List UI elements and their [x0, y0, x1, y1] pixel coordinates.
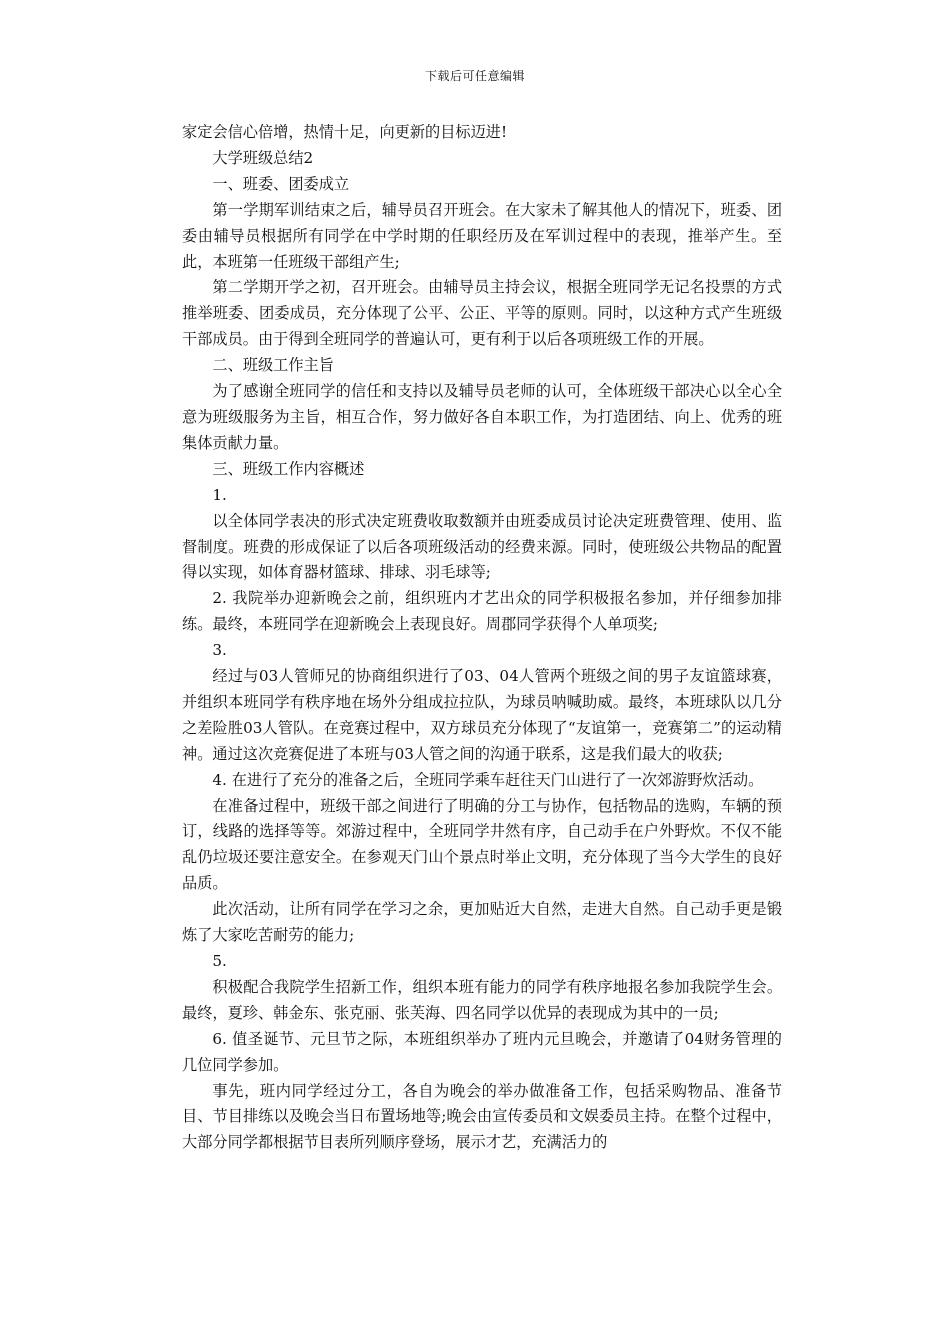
item-number: 3. — [212, 641, 227, 660]
section-title: 大学班级总结2 — [212, 148, 314, 167]
paragraph: 积极配合我院学生招新工作，组织本班有能力的同学有秩序地报名参加我院学生会。最终，夏珍、韩金东、张克丽、张芙海、四名同学以优异的表现成为其中的一员; — [182, 977, 782, 1022]
header-note: 下载后可任意编辑 — [424, 69, 525, 83]
item-number: 5. — [212, 952, 227, 970]
heading-3: 三、班级工作内容概述 — [212, 459, 365, 478]
paragraph: 6. 值圣诞节、元旦节之际，本班组织举办了班内元旦晚会，并邀请了04财务管理的几位同学参加。 — [182, 1029, 782, 1074]
item-number: 1. — [212, 485, 227, 504]
paragraph: 事先，班内同学经过分工，各自为晚会的举办做准备工作，包括采购物品、准备节目、节目排练以及晚会当日布置场地等;晚会由宣传委员和文娱委员主持。在整个过程中，大部分同学都根据节目表所列顺序登场，展示才艺，充满活力的 — [182, 1081, 782, 1152]
document-body — [182, 120, 782, 1156]
paragraph: 经过与03人管师兄的协商组织进行了03、04人管两个班级之间的男子友谊篮球赛，并组织本班同学有秩序地在场外分组成拉拉队，为球员呐喊助威。最终，本班球队以几分之差险胜03人管队。在竞赛过程中，双方球员充分体现了“友谊第一，竞赛第二”的运动精神。通过这次竞赛促进了本班与03人管之间的沟通于联系，这是我们最大的收获; — [182, 667, 782, 763]
paragraph: 为了感谢全班同学的信任和支持以及辅导员老师的认可，全体班级干部决心以全心全意为班级服务为主旨，相互合作，努力做好各自本职工作，为打造团结、向上、优秀的班集体贡献力量。 — [182, 382, 782, 452]
paragraph: 4. 在进行了充分的准备之后，全班同学乘车赶往天门山进行了一次郊游野炊活动。 — [212, 770, 764, 789]
paragraph: 2. 我院举办迎新晚会之前，组织班内才艺出众的同学积极报名参加，并仔细参加排练。最终，本班同学在迎新晚会上表现良好。周郡同学获得个人单项奖; — [182, 589, 782, 634]
paragraph: 此次活动，让所有同学在学习之余，更加贴近大自然，走进大自然。自己动手更是锻炼了大家吃苦耐劳的能力; — [182, 900, 782, 945]
paragraph: 第一学期军训结束之后，辅导员召开班会。在大家未了解其他人的情况下，班委、团委由辅导员根据所有同学在中学时期的任职经历及在军训过程中的表现，推举产生。至此，本班第一任班级干部组产生; — [182, 200, 782, 271]
paragraph: 在准备过程中，班级干部之间进行了明确的分工与协作，包括物品的选购，车辆的预订，线路的选择等等。郊游过程中，全班同学井然有序，自己动手在户外野炊。不仅不能乱仍垃圾还要注意安全。在参观天门山个景点时举止文明，充分体现了当今大学生的良好品质。 — [182, 796, 782, 893]
heading-2: 二、班级工作主旨 — [212, 356, 334, 375]
paragraph: 家定会信心倍增，热情十足，向更新的目标迈进! — [182, 123, 508, 141]
heading-1: 一、班委、团委成立 — [212, 174, 350, 193]
paragraph: 以全体同学表决的形式决定班费收取数额并由班委成员讨论决定班费管理、使用、监督制度。班费的形成保证了以后各项班级活动的经费来源。同时，使班级公共物品的配置得以实现，如体育器材篮球、排球、羽毛球等; — [182, 511, 782, 582]
paragraph: 第二学期开学之初，召开班会。由辅导员主持会议，根据全班同学无记名投票的方式推举班委、团委成员，充分体现了公平、公正、平等的原则。同时，以这种方式产生班级干部成员。由于得到全班同学的普遍认可，更有利于以后各项班级工作的开展。 — [182, 278, 782, 349]
